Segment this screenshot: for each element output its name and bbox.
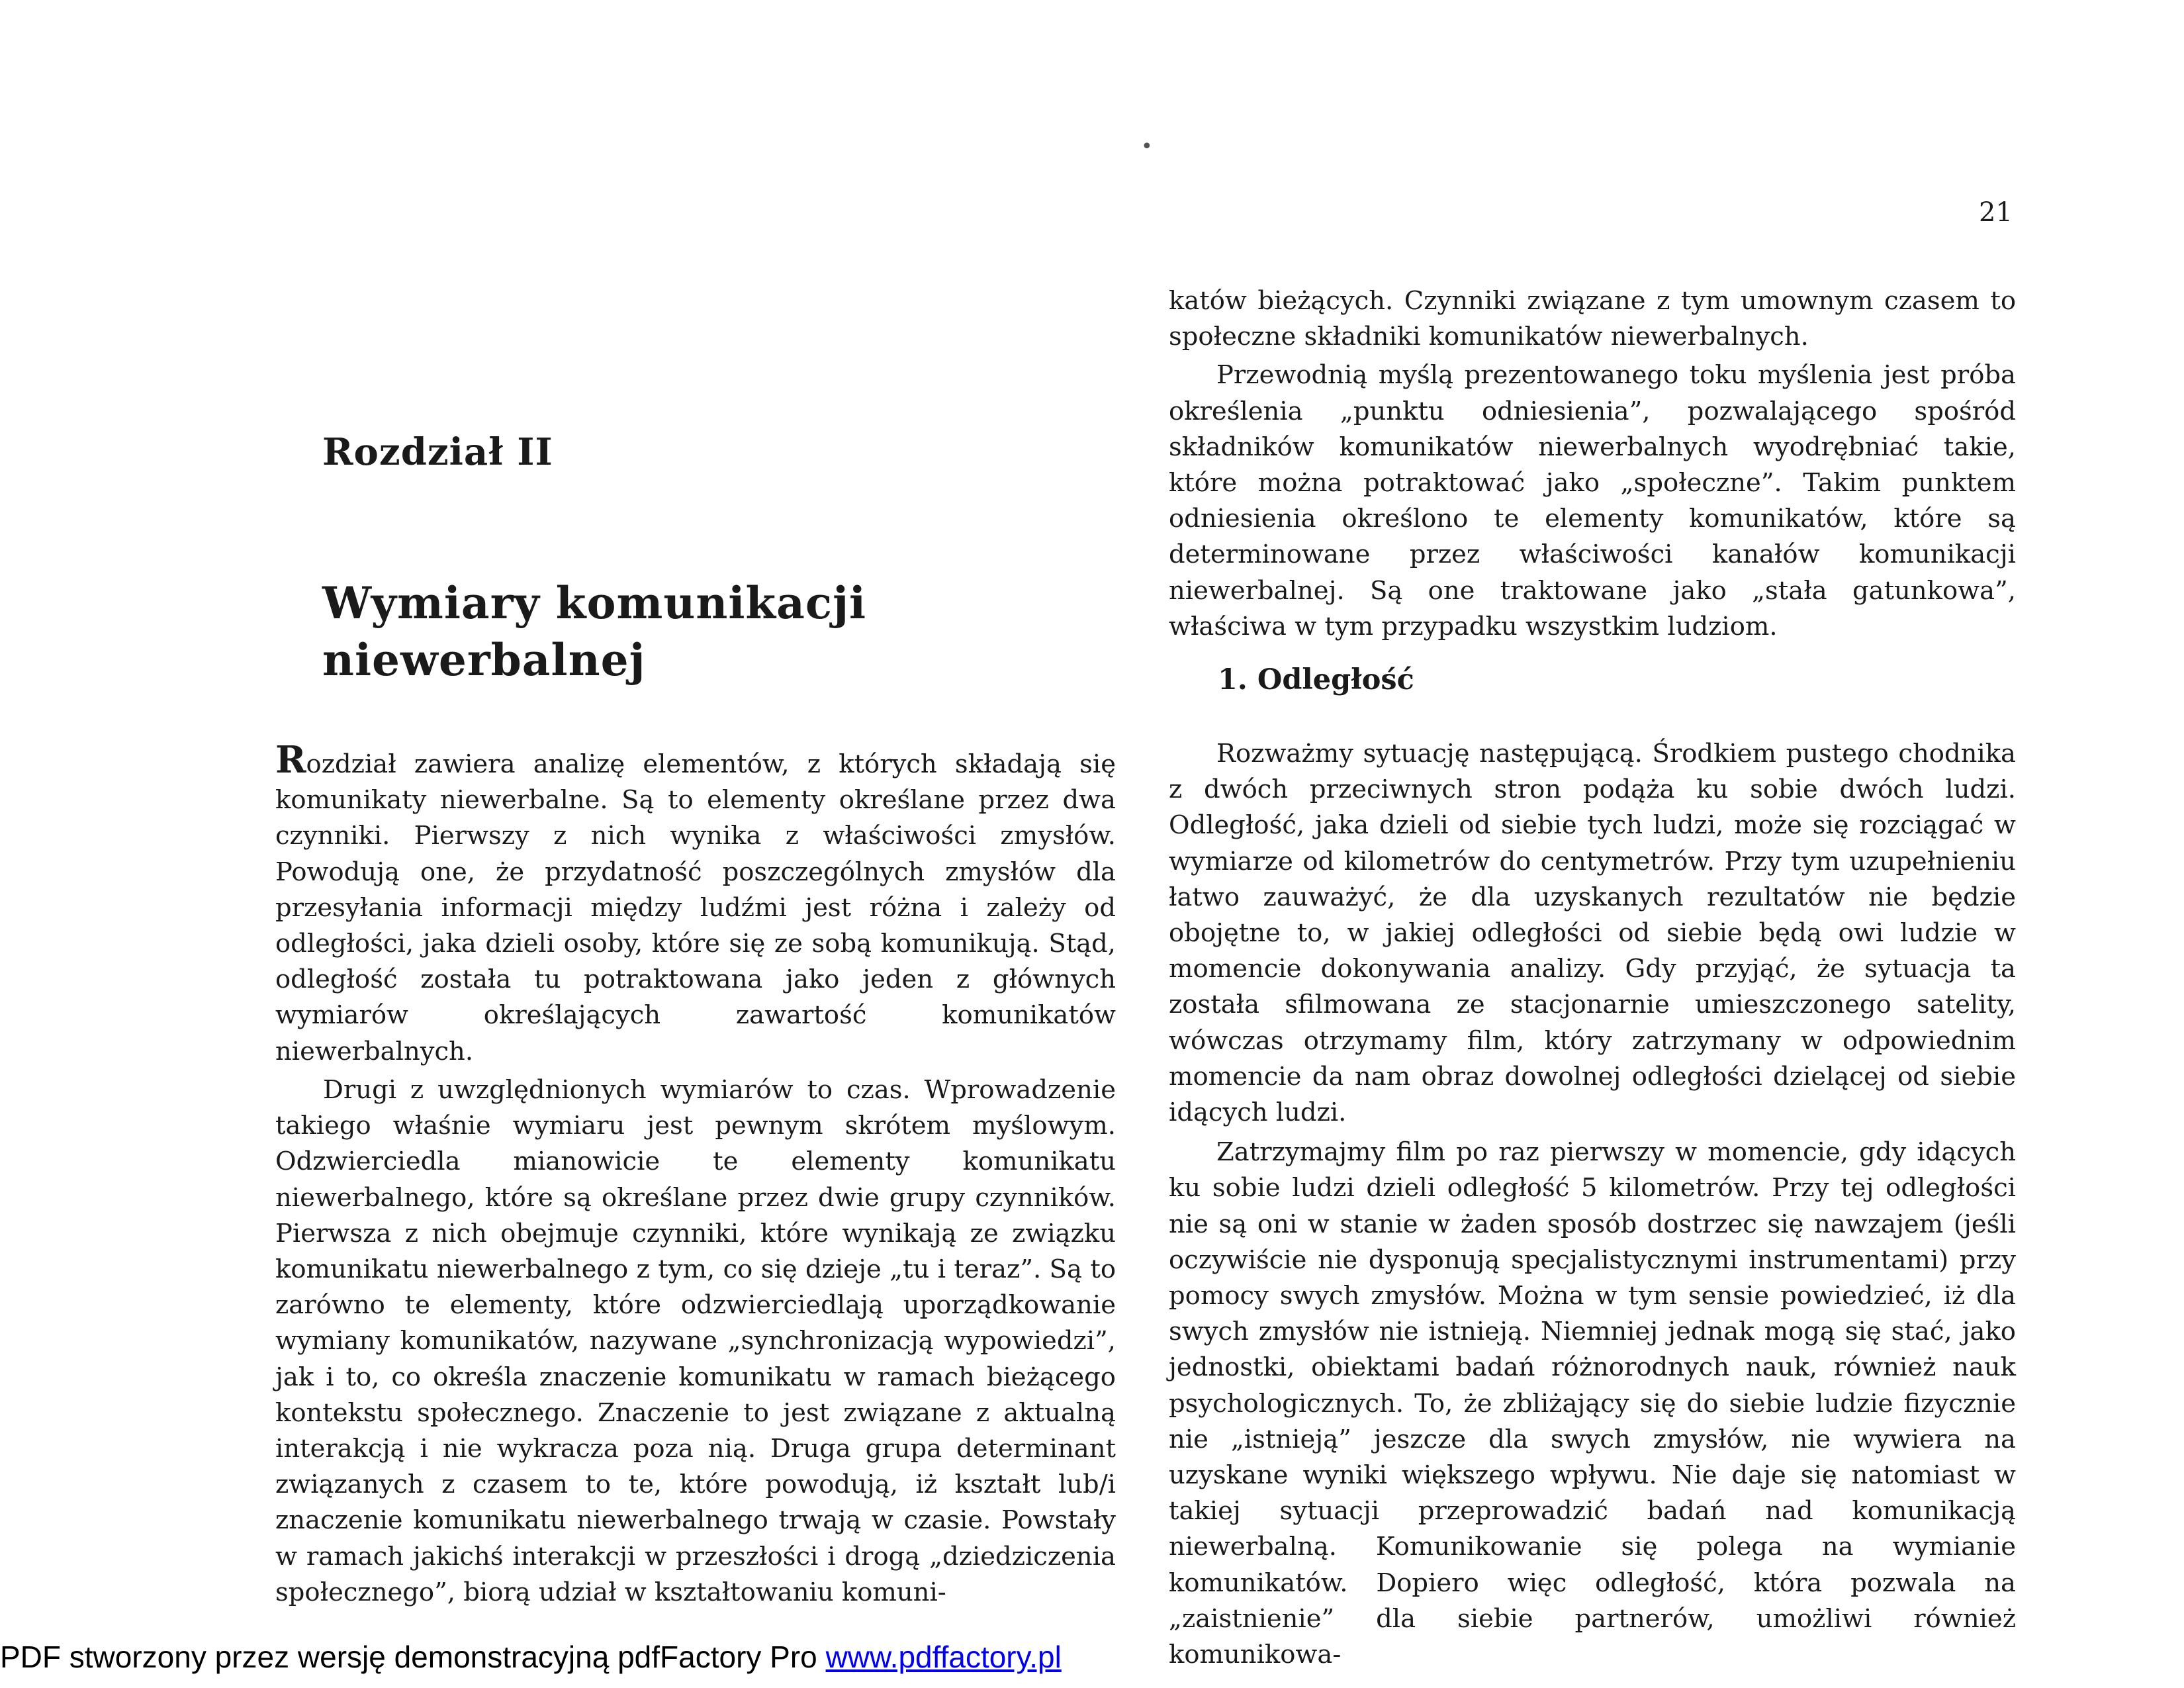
distance-section xyxy=(1169,736,2016,1673)
right-column-top xyxy=(1169,283,2016,645)
section-heading: 1. Odległość xyxy=(1218,663,1414,696)
page-number: 21 xyxy=(1979,197,2013,228)
time-dimension-paragraph xyxy=(275,1072,1116,1611)
footer-link[interactable]: www.pdffactory.pl xyxy=(825,1640,1062,1674)
time-dimension-text: Drugi z uwzględnionych wymiarów to czas. Wprowadzenie takiego właśnie wymiaru jest pewnym skrótem myślowym. Odzwierciedla mianowicie te elementy komunikatu niewerbalnego, które są określane przez dwie grupy czynników. Pierwsza z nich obejmuje czynniki, które wynikają ze związku komunikatu niewerbalnego z tym, co się dzieje „tu i teraz”. Są to zarówno te elementy, które odzwierciedlają uporządkowanie wymiany komunikatów, nazywane „synchronizacją wypowiedzi”, jak i to, co określa znaczenie komunikatu w ramach bieżącego kontekstu społecznego. Znaczenie to jest związane z aktualną interakcją i nie wykracza poza nią. Druga grupa determinant związanych z czasem to te, które powodują, iż kształt lub/i znaczenie komunikatu niewerbalnego trwają w czasie. Powstały w ramach jakichś interakcji w przeszłości i drogą „dziedziczenia społecznego”, biorą udział w kształtowaniu komuni- xyxy=(275,1075,1116,1607)
drop-cap: R xyxy=(275,738,306,782)
continuation-text: katów bieżących. Czynniki związane z tym umownym czasem to społeczne składniki komunikatów niewerbalnych. xyxy=(1169,286,2016,352)
distance-paragraph-2: Zatrzymajmy film po raz pierwszy w momencie, gdy idących ku sobie ludzi dzieli odległość 5 kilometrów. Przy tej odległości nie są oni w stanie w żaden sposób dostrzec się nawzajem (jeśli oczywiście nie dysponują specjalistycznymi instrumentami) przy pomocy swych zmysłów. Można w tym sensie powiedzieć, iż dla swych zmysłów nie istnieją. Niemniej jednak mogą się stać, jako jednostki, obiektami badań różnorodnych nauk, również nauk psychologicznych. To, że zbliżający się do siebie ludzie fizycznie nie „istnieją” jeszcze dla swych zmysłów, nie wywiera na uzyskane wyniki większego wpływu. Nie daje się natomiast w takiej sytuacji przeprowadzić badań nad komunikacją niewerbalną. Komunikowanie się polega na wymianie komunikatów. Dopiero więc odległość, która pozwala na „zaistnienie” dla siebie partnerów, umożliwi również komunikowa- xyxy=(1169,1137,2016,1670)
distance-paragraph-1: Rozważmy sytuację następującą. Środkiem pustego chodnika z dwóch przeciwnych stron podąża ku sobie dwóch ludzi. Odległość, jaka dzieli od siebie tych ludzi, może się rozciągać w wymiarze od kilometrów do centymetrów. Przy tym uzupełnieniu łatwo zauważyć, że dla uzyskanych rezultatów nie będzie obojętne to, w jakiej odległości od siebie będą owi ludzie w momencie dokonywania analizy. Gdy przyjąć, że sytuacja ta została sfilmowana ze stacjonarnie umieszczonego satelity, wówczas otrzymamy film, który zatrzymany w odpowiednim momencie da nam obraz dowolnej odległości dzielącej od siebie idących ludzi. xyxy=(1169,739,2016,1128)
intro-paragraph xyxy=(275,738,1116,1070)
reference-point-paragraph: Przewodnią myślą prezentowanego toku myślenia jest próba określenia „punktu odniesienia”, pozwalającego spośród składników komunikatów niewerbalnych wyodrębniać takie, które można potraktować jako „społeczne”. Takim punktem odniesienia określono te elementy komunikatów, które są determinowane przez właściwości kanałów komunikacji niewerbalnej. Są one traktowane jako „stała gatunkowa”, właściwa w tym przypadku wszystkim ludziom. xyxy=(1169,360,2016,641)
chapter-label: Rozdział II xyxy=(322,430,553,474)
chapter-title xyxy=(322,575,918,688)
footer-text: PDF stworzony przez wersję demonstracyjną pdfFactory Pro xyxy=(0,1640,817,1674)
intro-text: ozdział zawiera analizę elementów, z których składają się komunikaty niewerbalne. Są to elementy określane przez dwa czynniki. Pierwszy z nich wynika z właściwości zmysłów. Powodują one, że przydatność poszczególnych zmysłów dla przesyłania informacji między ludźmi jest różna i zależy od odległości, jaka dzieli osoby, które się ze sobą komunikują. Stąd, odległość została tu potraktowana jako jeden z głównych wymiarów określających zawartość komunikatów niewerbalnych. xyxy=(275,749,1116,1066)
chapter-title-line-2: niewerbalnej xyxy=(322,634,646,686)
pdf-footer xyxy=(0,1639,1062,1675)
chapter-title-line-1: Wymiary komunikacji xyxy=(322,577,867,629)
scan-mark: • xyxy=(1141,135,1153,158)
